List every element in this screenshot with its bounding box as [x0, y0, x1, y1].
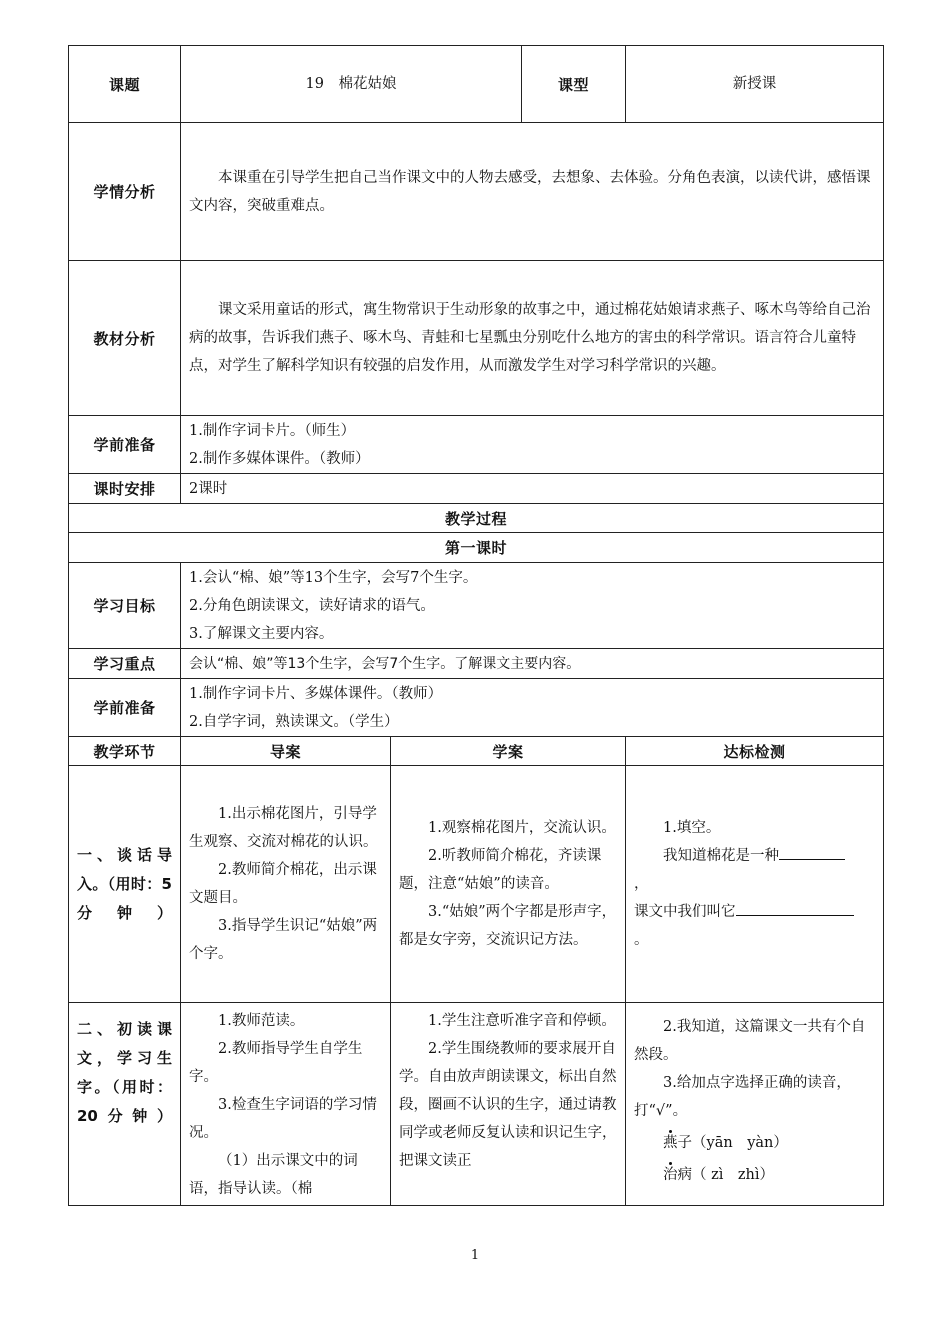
col-study: 学案	[391, 737, 626, 766]
stage2-study-item: 2.学生围绕教师的要求展开自学。自由放声朗读课文，标出自然段，圈画不认识的生字，通过请教同学或老师反复认读和识记生字，把课文读正	[399, 1041, 617, 1169]
word2-options[interactable]: 病（ zì zhì）	[677, 1167, 775, 1183]
prep-item: 2.制作多媒体课件。（教师）	[189, 450, 370, 467]
type-label: 课型	[558, 75, 590, 94]
topic-label: 课题	[69, 46, 181, 123]
lesson-plan-table	[68, 45, 884, 1206]
prep2-item: 1.制作字词卡片、多媒体课件。（教师）	[189, 685, 443, 702]
goal-item: 3.了解课文主要内容。	[189, 625, 334, 642]
process-title: 教学过程	[69, 504, 884, 533]
stage1-guide-item: 2.教师简介棉花，出示课文题目。	[189, 862, 377, 906]
student-analysis-text: 本课重在引导学生把自己当作课文中的人物去感受，去想象、去体验。分角色表演，以读代讲，感悟课文内容，突破重难点。	[189, 169, 871, 214]
goals-row	[69, 563, 884, 649]
stage2-guide-item: （1）出示课文中的词语，指导认读。（棉	[189, 1153, 358, 1197]
stage1-check-comma: ，	[634, 876, 649, 892]
lesson-title: 第一课时	[69, 533, 884, 563]
stage1-study-item: 2.听教师简介棉花，齐读课题，注意“姑娘”的读音。	[399, 848, 602, 892]
dotted-char: 燕	[663, 1135, 678, 1151]
stage2-study-item: 1.学生注意听准字音和停顿。	[428, 1013, 616, 1029]
topic-value: 19 棉花姑娘	[181, 46, 522, 122]
word1-options[interactable]: 子（yān yàn）	[677, 1135, 788, 1151]
stage1-study-item: 3.“姑娘”两个字都是形声字，都是女字旁，交流识记方法。	[399, 904, 617, 948]
student-analysis-row	[69, 123, 884, 261]
stage1-check-title: 1.填空。	[663, 820, 721, 836]
schedule-label: 课时安排	[69, 474, 181, 504]
column-header-row	[69, 737, 884, 766]
schedule-row	[69, 474, 884, 504]
stage2-row	[69, 1003, 884, 1206]
page-number: 1	[470, 1248, 480, 1263]
stage1-name: 一、谈话导入。（用时：5分钟）	[69, 766, 181, 1003]
stage1-check-line2: 课文中我们叫它	[634, 904, 736, 920]
stage2-check-q2: 2.我知道，这篇课文一共有个自然段。	[634, 1019, 866, 1063]
col-check: 达标检测	[626, 737, 884, 766]
material-analysis-label: 教材分析	[69, 261, 181, 416]
focus-value: 会认“棉、娘”等13个生字，会写7个生字。了解课文主要内容。	[181, 649, 884, 679]
schedule-value: 2课时	[181, 474, 884, 504]
focus-row	[69, 649, 884, 679]
stage1-check-line1: 我知道棉花是一种	[663, 848, 780, 864]
stage1-guide-item: 1.出示棉花图片，引导学生观察、交流对棉花的认识。	[189, 806, 378, 850]
prep-row	[69, 416, 884, 474]
prep-item: 1.制作字词卡片。（师生）	[189, 422, 356, 439]
prep2-label: 学前准备	[69, 679, 181, 737]
stage2-guide-item: 3.检查生字词语的学习情况。	[189, 1097, 377, 1141]
stage2-name: 二、初读课文，学习生字。（用时：20分钟）	[69, 1003, 181, 1206]
stage1-guide-item: 3.指导学生识记“姑娘”两个字。	[189, 918, 378, 962]
material-analysis-row	[69, 261, 884, 416]
stage2-guide-item: 1.教师范读。	[218, 1013, 305, 1029]
fill-blank[interactable]	[736, 899, 854, 916]
type-value: 新授课	[626, 46, 884, 123]
goal-item: 2.分角色朗读课文，读好请求的语气。	[189, 597, 435, 614]
goal-item: 1.会认“棉、娘”等13个生字，会写7个生字。	[189, 569, 478, 586]
stage2-guide-item: 2.教师指导学生自学生字。	[189, 1041, 363, 1085]
prep2-item: 2.自学字词，熟读课文。（学生）	[189, 713, 399, 730]
topic-row	[69, 46, 884, 123]
col-guide: 导案	[181, 737, 391, 766]
focus-label: 学习重点	[69, 649, 181, 679]
material-analysis-text: 课文采用童话的形式，寓生物常识于生动形象的故事之中，通过棉花姑娘请求燕子、啄木鸟等给自己治病的故事，告诉我们燕子、啄木鸟、青蛙和七星瓢虫分别吃什么地方的害虫的科学常识。语言符合儿童特点，对学生了解科学知识有较强的启发作用，从而激发学生对学习科学常识的兴趣。	[189, 302, 871, 374]
stage1-check-period: 。	[634, 932, 649, 948]
prep-label: 学前准备	[69, 416, 181, 474]
stage2-check-q3: 3.给加点字选择正确的读音，打“√”。	[634, 1075, 851, 1119]
stage1-study-item: 1.观察棉花图片，交流认识。	[428, 820, 616, 836]
col-stage: 教学环节	[69, 737, 181, 766]
stage1-row	[69, 766, 884, 1003]
dotted-char: 治	[663, 1167, 678, 1183]
student-analysis-label: 学情分析	[69, 123, 181, 261]
goals-label: 学习目标	[69, 563, 181, 649]
prep2-row	[69, 679, 884, 737]
fill-blank[interactable]	[779, 843, 845, 860]
